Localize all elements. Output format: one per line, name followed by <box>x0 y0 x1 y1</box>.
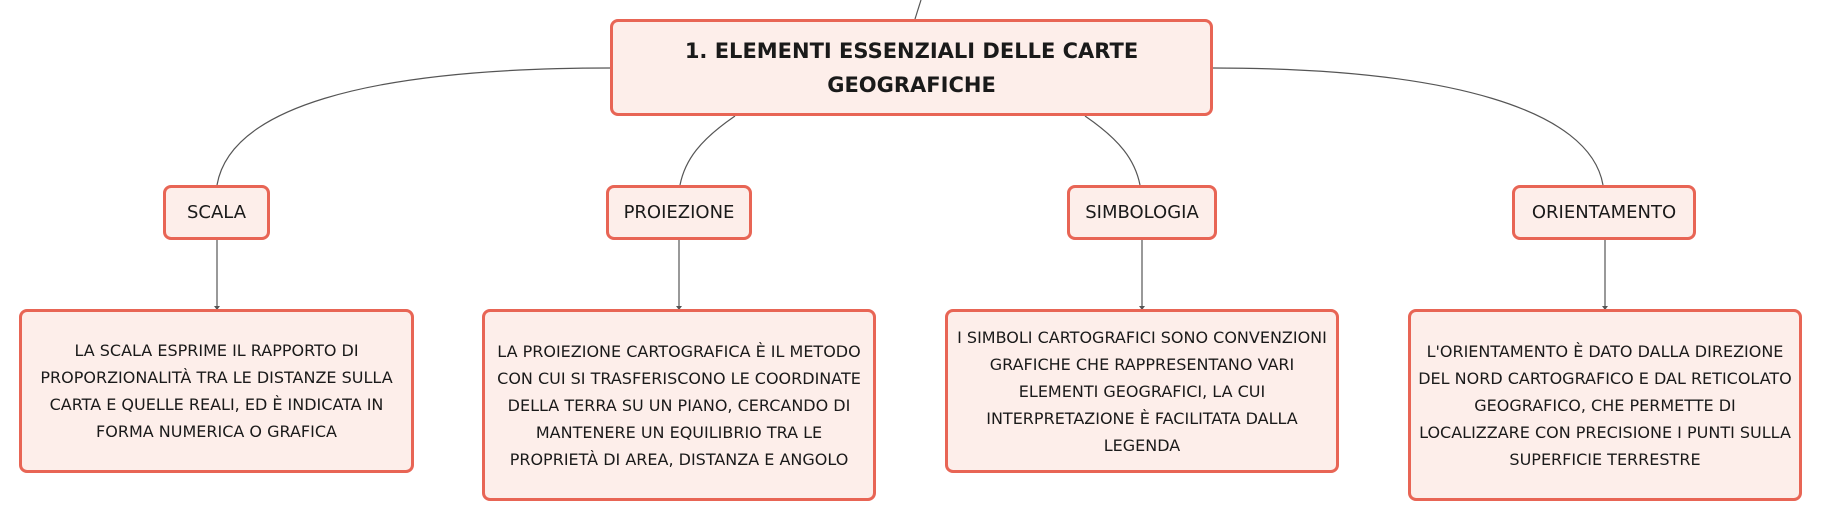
connector-root-to-scala <box>217 68 610 185</box>
description-text-proiezione: LA PROIEZIONE CARTOGRAFICA È IL METODO CON CUI SI TRASFERISCONO LE COORDINATE DELLA TERRA SU UN PIANO, CERCANDO DI MANTENERE UN EQUILIBRIO TRA LE PROPRIETÀ DI AREA, DISTANZA E ANGOLO <box>497 341 861 469</box>
description-text-scala: LA SCALA ESPRIME IL RAPPORTO DI PROPORZIONALITÀ TRA LE DISTANZE SULLA CARTA E QUELLE REALI, ED È INDICATA IN FORMA NUMERICA O GRAFICA <box>40 341 393 441</box>
root-topic-node[interactable] <box>610 19 1213 116</box>
topic-label-simbologia: SIMBOLOGIA <box>1085 202 1199 223</box>
connector-root-to-simbologia <box>1085 116 1140 185</box>
topic-node-scala[interactable] <box>163 185 270 240</box>
description-node-simbologia[interactable] <box>945 309 1339 473</box>
connector-parent-to-root <box>915 0 921 19</box>
topic-node-orientamento[interactable] <box>1512 185 1696 240</box>
connector-root-to-orientamento <box>1213 68 1603 185</box>
connector-root-to-proiezione <box>680 116 735 185</box>
topic-node-proiezione[interactable] <box>606 185 752 240</box>
topic-label-scala: SCALA <box>186 202 247 223</box>
root-topic-title: 1. ELEMENTI ESSENZIALI DELLE CARTE GEOGRAFICHE <box>684 38 1139 97</box>
description-text-orientamento: L'ORIENTAMENTO È DATO DALLA DIREZIONE DEL NORD CARTOGRAFICO E DAL RETICOLATO GEOGRAFICO, CHE PERMETTE DI LOCALIZZARE CON PRECISIONE I PUNTI SULLA SUPERFICIE TERRESTRE <box>1418 341 1792 469</box>
description-text-simbologia: I SIMBOLI CARTOGRAFICI SONO CONVENZIONI GRAFICHE CHE RAPPRESENTANO VARI ELEMENTI GEOGRAFICI, LA CUI INTERPRETAZIONE È FACILITATA DALLA LEGENDA <box>957 327 1327 455</box>
description-node-orientamento[interactable] <box>1408 309 1802 501</box>
topic-label-proiezione: PROIEZIONE <box>623 202 735 223</box>
description-node-proiezione[interactable] <box>482 309 876 501</box>
topic-node-simbologia[interactable] <box>1067 185 1217 240</box>
description-node-scala[interactable] <box>19 309 414 473</box>
topic-label-orientamento: ORIENTAMENTO <box>1531 202 1677 223</box>
